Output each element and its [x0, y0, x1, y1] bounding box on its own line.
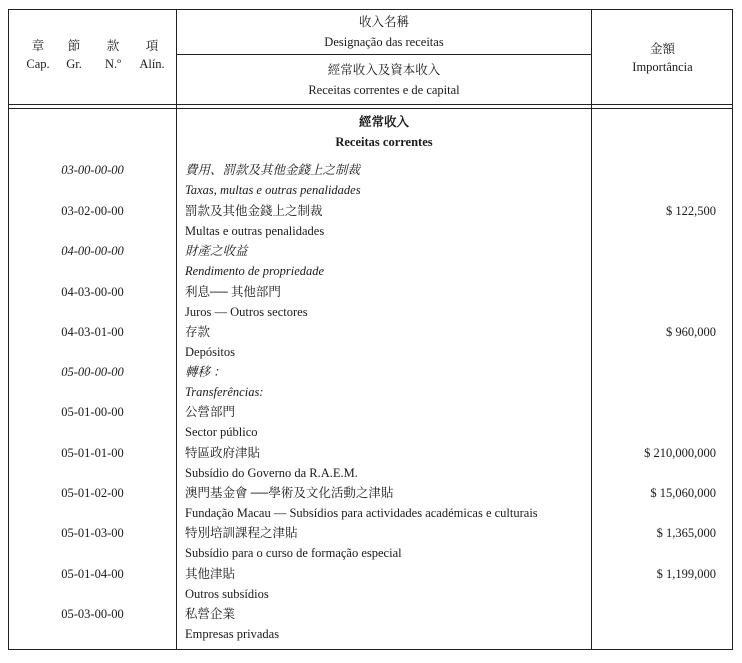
- header-cap-zh: 章: [31, 39, 45, 53]
- row-label-zh: 轉移 ：: [185, 365, 226, 379]
- row-label-zh: 罰款及其他金錢上之制裁: [185, 204, 323, 218]
- row-code: 05-01-01-00: [61, 446, 124, 460]
- row-label-zh: 存款: [185, 325, 211, 339]
- row-label-pt: Subsídio do Governo da R.A.E.M.: [185, 466, 358, 480]
- header-subdivider: [176, 54, 591, 55]
- header-no-pt: N.º: [104, 57, 122, 71]
- row-label-pt: Multas e outras penalidades: [185, 224, 325, 238]
- row-code: 05-01-03-00: [61, 526, 124, 540]
- header-alin-zh: 項: [145, 39, 159, 53]
- row-label-zh: 財產之收益: [185, 244, 248, 258]
- header-alin-pt: Alín.: [139, 57, 165, 71]
- row-code: 04-03-01-00: [61, 325, 124, 339]
- row-code: 05-01-00-00: [61, 405, 124, 419]
- row-label-pt: Fundação Macau — Subsídios para actividades académicas e culturais: [185, 506, 538, 520]
- row-label-zh: 特別培訓課程之津貼: [185, 526, 298, 540]
- header-sub-pt: Receitas correntes e de capital: [308, 83, 460, 97]
- section-title-zh: 經常收入: [358, 115, 409, 129]
- row-label-pt: Sector público: [185, 425, 258, 439]
- row-label-pt: Depósitos: [185, 345, 235, 359]
- row-label-zh: 費用、罰款及其他金錢上之制裁: [185, 163, 361, 177]
- row-label-pt: Transferências:: [185, 385, 264, 399]
- section-title-pt: Receitas correntes: [335, 135, 433, 149]
- row-label-zh: 特區政府津貼: [185, 446, 261, 460]
- row-amount: $ 960,000: [666, 325, 716, 339]
- row-label-pt: Empresas privadas: [185, 627, 280, 641]
- header-gr-pt: Gr.: [66, 57, 82, 71]
- row-amount: $ 210,000,000: [644, 446, 716, 460]
- row-code: 04-03-00-00: [61, 285, 124, 299]
- row-code: 03-00-00-00: [61, 163, 124, 177]
- header-gr-zh: 節: [67, 39, 81, 53]
- row-label-pt: Outros subsídios: [185, 587, 269, 601]
- row-code: 05-03-00-00: [61, 607, 124, 621]
- row-code: 04-00-00-00: [61, 244, 124, 258]
- budget-table: [8, 9, 733, 650]
- header-sub-zh: 經常收入及資本收入: [327, 63, 441, 77]
- row-label-pt: Subsídio para o curso de formação especial: [185, 546, 402, 560]
- header-amount-pt: Importância: [632, 60, 693, 74]
- row-label-pt: Taxas, multas e outras penalidades: [185, 183, 361, 197]
- row-label-pt: Juros — Outros sectores: [185, 305, 308, 319]
- row-code: 05-00-00-00: [61, 365, 124, 379]
- header-designation-pt: Designação das receitas: [324, 35, 444, 49]
- row-code: 05-01-02-00: [61, 486, 124, 500]
- row-amount: $ 1,365,000: [656, 526, 716, 540]
- row-label-zh: 私營企業: [185, 607, 236, 621]
- header-double-rule: [9, 104, 732, 109]
- row-code: 03-02-00-00: [61, 204, 124, 218]
- header-no-zh: 款: [106, 39, 120, 53]
- row-amount: $ 1,199,000: [656, 567, 716, 581]
- row-amount: $ 15,060,000: [650, 486, 716, 500]
- row-label-pt: Rendimento de propriedade: [185, 264, 325, 278]
- row-label-zh: 利息── 其他部門: [185, 285, 281, 299]
- row-label-zh: 澳門基金會 ──學術及文化活動之津貼: [185, 486, 394, 500]
- header-designation-zh: 收入名稱: [358, 15, 409, 29]
- header-cap-pt: Cap.: [26, 57, 50, 71]
- row-label-zh: 公營部門: [185, 405, 236, 419]
- row-code: 05-01-04-00: [61, 567, 124, 581]
- row-amount: $ 122,500: [666, 204, 716, 218]
- row-label-zh: 其他津貼: [185, 567, 236, 581]
- header-amount-zh: 金額: [649, 42, 675, 56]
